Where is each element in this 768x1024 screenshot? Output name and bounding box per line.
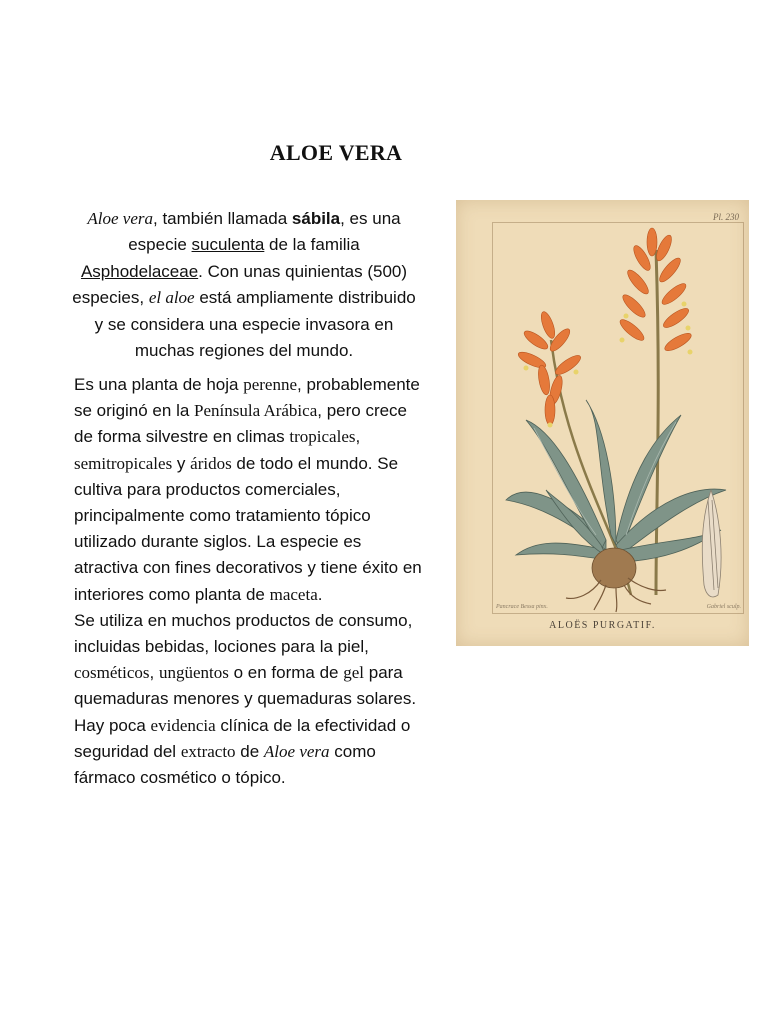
body-paragraph — [74, 372, 422, 791]
text-span: como fármaco cosmético o tópico. — [74, 741, 376, 788]
term-maceta: maceta — [269, 584, 318, 604]
plate-number: Pl. 230 — [713, 212, 739, 222]
term-cosmeticos: cosméticos — [74, 663, 150, 683]
intro-paragraph — [72, 206, 416, 364]
text-span: Se utiliza en muchos productos de consumo, incluidas bebidas, lociones para la piel, — [74, 610, 413, 657]
term-extracto: extracto — [180, 741, 236, 761]
text-span: y — [172, 453, 191, 473]
text-span: o en forma de — [228, 663, 344, 683]
text-span: , es una especie — [128, 209, 401, 255]
term-aridos: áridos — [190, 453, 232, 473]
plate-engraver-credit: Gabriel sculp. — [706, 604, 741, 610]
text-span: . — [317, 584, 323, 604]
text-span: , — [149, 663, 159, 683]
term-peninsula-arabica: Península Arábica — [194, 401, 318, 421]
text-span: . Con unas quinientas (500) especies, — [72, 261, 408, 308]
el-aloe-italic: el aloe — [148, 288, 195, 308]
species-name-italic: Aloe vera — [263, 741, 330, 761]
text-span: de la familia — [264, 235, 360, 255]
text-span: de — [235, 741, 264, 761]
text-span: , pero crece de forma silvestre en climas — [74, 401, 408, 447]
term-tropicales: tropicales — [289, 427, 356, 447]
plate-caption: ALOËS PURGATIF. — [549, 620, 656, 631]
aloe-illustration — [456, 200, 749, 646]
text-span: está ampliamente distribuido y se considera una especie invasora en muchas regiones del mundo. — [94, 288, 416, 361]
link-suculenta[interactable]: suculenta — [191, 235, 265, 255]
term-gel: gel — [343, 663, 365, 683]
term-evidencia: evidencia — [150, 715, 216, 735]
plate-artist-credit: Pancrace Bessa pinx. — [496, 604, 548, 610]
text-span: , probablemente se originó en la — [74, 375, 420, 421]
text-span: , — [355, 427, 361, 447]
species-name-italic: Aloe vera — [87, 209, 153, 228]
text-span: , también llamada — [153, 209, 292, 228]
term-unguentos: ungüentos — [159, 663, 229, 683]
page-title: ALOE VERA — [269, 140, 403, 165]
text-span: clínica de la efectividad o seguridad del — [74, 715, 411, 761]
text-span: de todo el mundo. Se cultiva para productos comerciales, principalmente como tratamiento tópico utilizado durante siglos. La especie es atractiva con fines decorativos y tiene éxito en interiores como planta de — [74, 453, 422, 604]
common-name-bold: sábila — [291, 209, 341, 228]
text-span: Es una planta de hoja — [74, 375, 244, 394]
link-asphodelaceae[interactable]: Asphodelaceae — [80, 261, 199, 281]
text-span: para quemaduras menores y quemaduras solares. Hay poca — [74, 663, 417, 735]
botanical-plate-image — [456, 200, 749, 646]
term-semitropicales: semitropicales — [74, 453, 173, 473]
term-perenne: perenne — [243, 375, 297, 394]
